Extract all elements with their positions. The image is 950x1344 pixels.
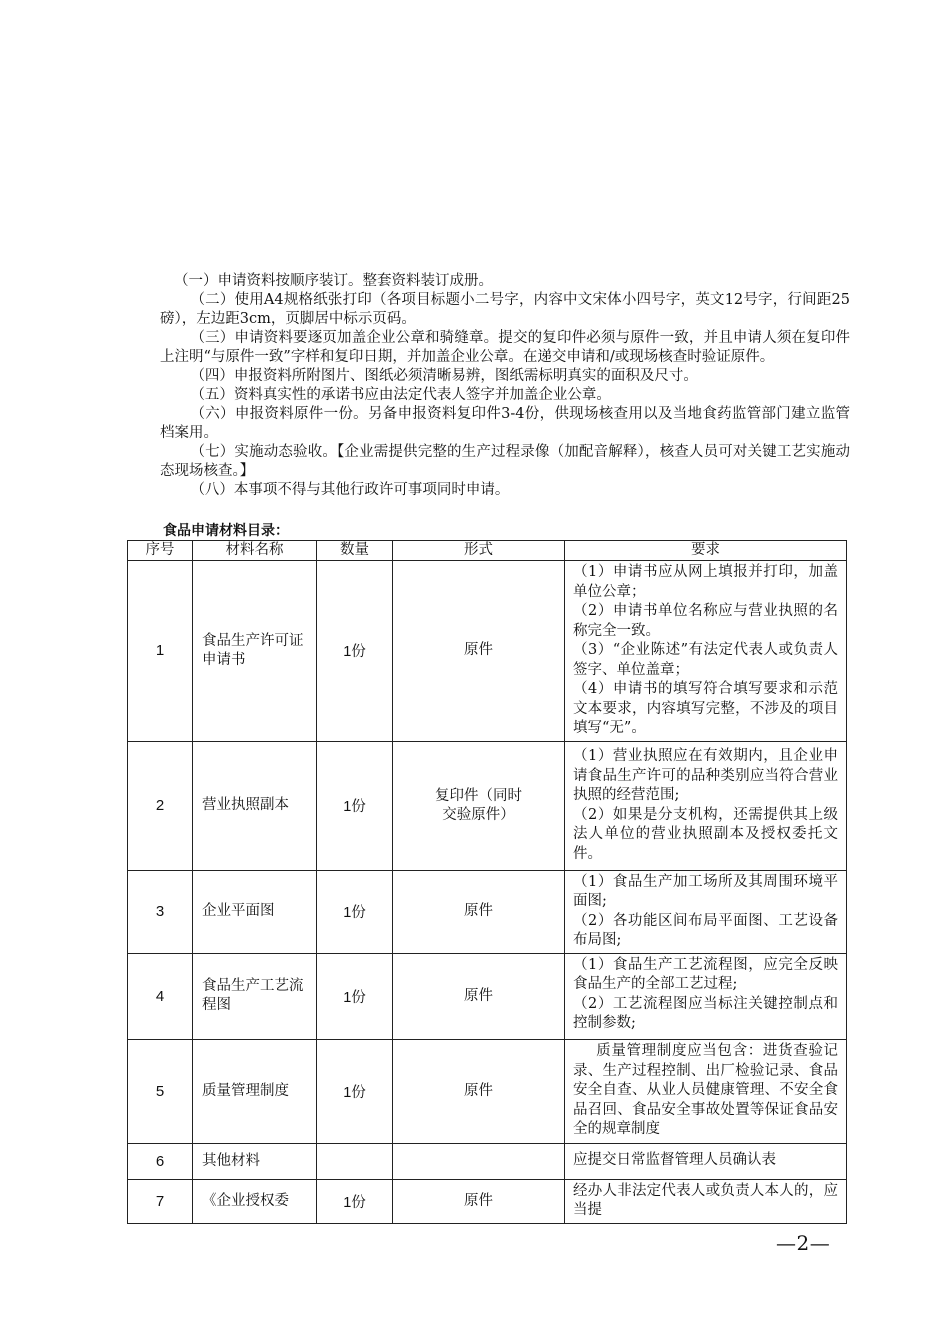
header-qty: 数量 — [317, 541, 393, 561]
row-form: 原件 — [393, 953, 565, 1039]
row-no: 2 — [128, 741, 193, 870]
note-4: （四）申报资料所附图片、图纸必须清晰易辨，图纸需标明真实的面积及尺寸。 — [190, 368, 698, 384]
row-name: 营业执照副本 — [193, 741, 317, 870]
row-req — [565, 870, 847, 953]
table-title: 食品申请材料目录： — [163, 523, 289, 539]
row-qty — [317, 1143, 393, 1179]
row-req — [565, 1039, 847, 1143]
req-item: （1）食品生产工艺流程图，应完全反映食品生产的全部工艺过程; — [573, 956, 838, 992]
table-row — [128, 953, 847, 1039]
row-name: 企业平面图 — [193, 870, 317, 953]
note-7: （七）实施动态验收。【企业需提供完整的生产过程录像（加配音解释），核查人员可对关键工艺实施动态现场核查。】 — [160, 444, 850, 479]
req-item: （4）申请书的填写符合填写要求和示范文本要求，内容填写完整，不涉及的项目填写“无”。 — [573, 681, 838, 736]
req-item: 质量管理制度应当包含：进货查验记录、生产过程控制、出厂检验记录、食品安全自查、从业人员健康管理、不安全食品召回、食品安全事故处置等保证食品安全的规章制度 — [573, 1043, 838, 1138]
page-number: —2— — [776, 1231, 831, 1255]
submission-notes — [160, 272, 850, 500]
row-req — [565, 953, 847, 1039]
row-no: 7 — [128, 1179, 193, 1223]
req-item: （2）工艺流程图应当标注关键控制点和控制参数; — [573, 995, 838, 1031]
req-item: （2）申请书单位名称应与营业执照的名称完全一致。 — [573, 603, 838, 639]
req-item: （1）营业执照应在有效期内，且企业申请食品生产许可的品种类别应当符合营业执照的经营范围; — [573, 748, 838, 803]
row-qty — [317, 561, 393, 742]
row-req — [565, 741, 847, 870]
row-no: 1 — [128, 561, 193, 742]
row-no: 3 — [128, 870, 193, 953]
qty-value: 1份 — [343, 1084, 366, 1101]
header-name: 材料名称 — [193, 541, 317, 561]
note-3: （三）申请资料要逐页加盖企业公章和骑缝章。提交的复印件必须与原件一致，并且申请人须在复印件上注明“与原件一致”字样和复印日期，并加盖企业公章。在递交申请和/或现场核查时验证原件。 — [160, 330, 850, 365]
row-qty — [317, 741, 393, 870]
row-qty — [317, 870, 393, 953]
row-name: 食品生产工艺流程图 — [193, 953, 317, 1039]
note-5: （五）资料真实性的承诺书应由法定代表人签字并加盖企业公章。 — [190, 387, 611, 403]
row-name: 食品生产许可证申请书 — [193, 561, 317, 742]
table-row — [128, 1143, 847, 1179]
row-form: 原件 — [393, 1179, 565, 1223]
qty-value: 1份 — [343, 989, 366, 1006]
req-item: 应提交日常监督管理人员确认表 — [573, 1152, 776, 1169]
row-no: 4 — [128, 953, 193, 1039]
materials-table — [127, 540, 847, 1224]
table-row — [128, 741, 847, 870]
table-row — [128, 1179, 847, 1223]
row-req — [565, 1143, 847, 1179]
row-no: 6 — [128, 1143, 193, 1179]
table-header-row — [128, 541, 847, 561]
note-6: （六）申报资料原件一份。另备申报资料复印件3-4份，供现场核查用以及当地食药监管部门建立监管档案用。 — [160, 406, 850, 441]
row-no: 5 — [128, 1039, 193, 1143]
row-form — [393, 741, 565, 870]
qty-value: 1份 — [343, 799, 366, 815]
header-no: 序号 — [128, 541, 193, 561]
req-item: 经办人非法定代表人或负责人本人的，应当提 — [573, 1182, 838, 1218]
row-name: 《企业授权委 — [193, 1179, 317, 1223]
header-form: 形式 — [393, 541, 565, 561]
row-form: 原件 — [393, 1039, 565, 1143]
row-form: 原件 — [393, 561, 565, 742]
note-8: （八）本事项不得与其他行政许可事项同时申请。 — [190, 482, 510, 498]
row-form: 原件 — [393, 870, 565, 953]
qty-value: 1份 — [343, 644, 366, 661]
form-value: 复印件（同时交验原件） — [435, 787, 522, 823]
req-item: （1）申请书应从网上填报并打印，加盖单位公章； — [573, 564, 838, 600]
req-item: （2）各功能区间布局平面图、工艺设备布局图; — [573, 912, 838, 948]
row-qty — [317, 1039, 393, 1143]
row-form — [393, 1143, 565, 1179]
header-req: 要求 — [565, 541, 847, 561]
qty-value: 1份 — [343, 905, 366, 921]
req-item: （1）食品生产加工场所及其周围环境平面图; — [573, 873, 838, 909]
row-req — [565, 1179, 847, 1223]
row-req — [565, 561, 847, 742]
req-item: （3）“企业陈述”有法定代表人或负责人签字、单位盖章； — [573, 642, 838, 678]
table-row — [128, 1039, 847, 1143]
table-row — [128, 870, 847, 953]
qty-value: 1份 — [343, 1194, 366, 1211]
row-name: 质量管理制度 — [193, 1039, 317, 1143]
table-row — [128, 561, 847, 742]
row-qty — [317, 1179, 393, 1223]
req-item: （2）如果是分支机构，还需提供其上级法人单位的营业执照副本及授权委托文件。 — [573, 806, 838, 862]
note-2: （二）使用A4规格纸张打印（各项目标题小二号字，内容中文宋体小四号字，英文12号字，行间距25磅），左边距3cm，页脚居中标示页码。 — [160, 292, 850, 327]
row-name: 其他材料 — [193, 1143, 317, 1179]
row-qty — [317, 953, 393, 1039]
note-1: （一）申请资料按顺序装订。整套资料装订成册。 — [174, 273, 493, 289]
